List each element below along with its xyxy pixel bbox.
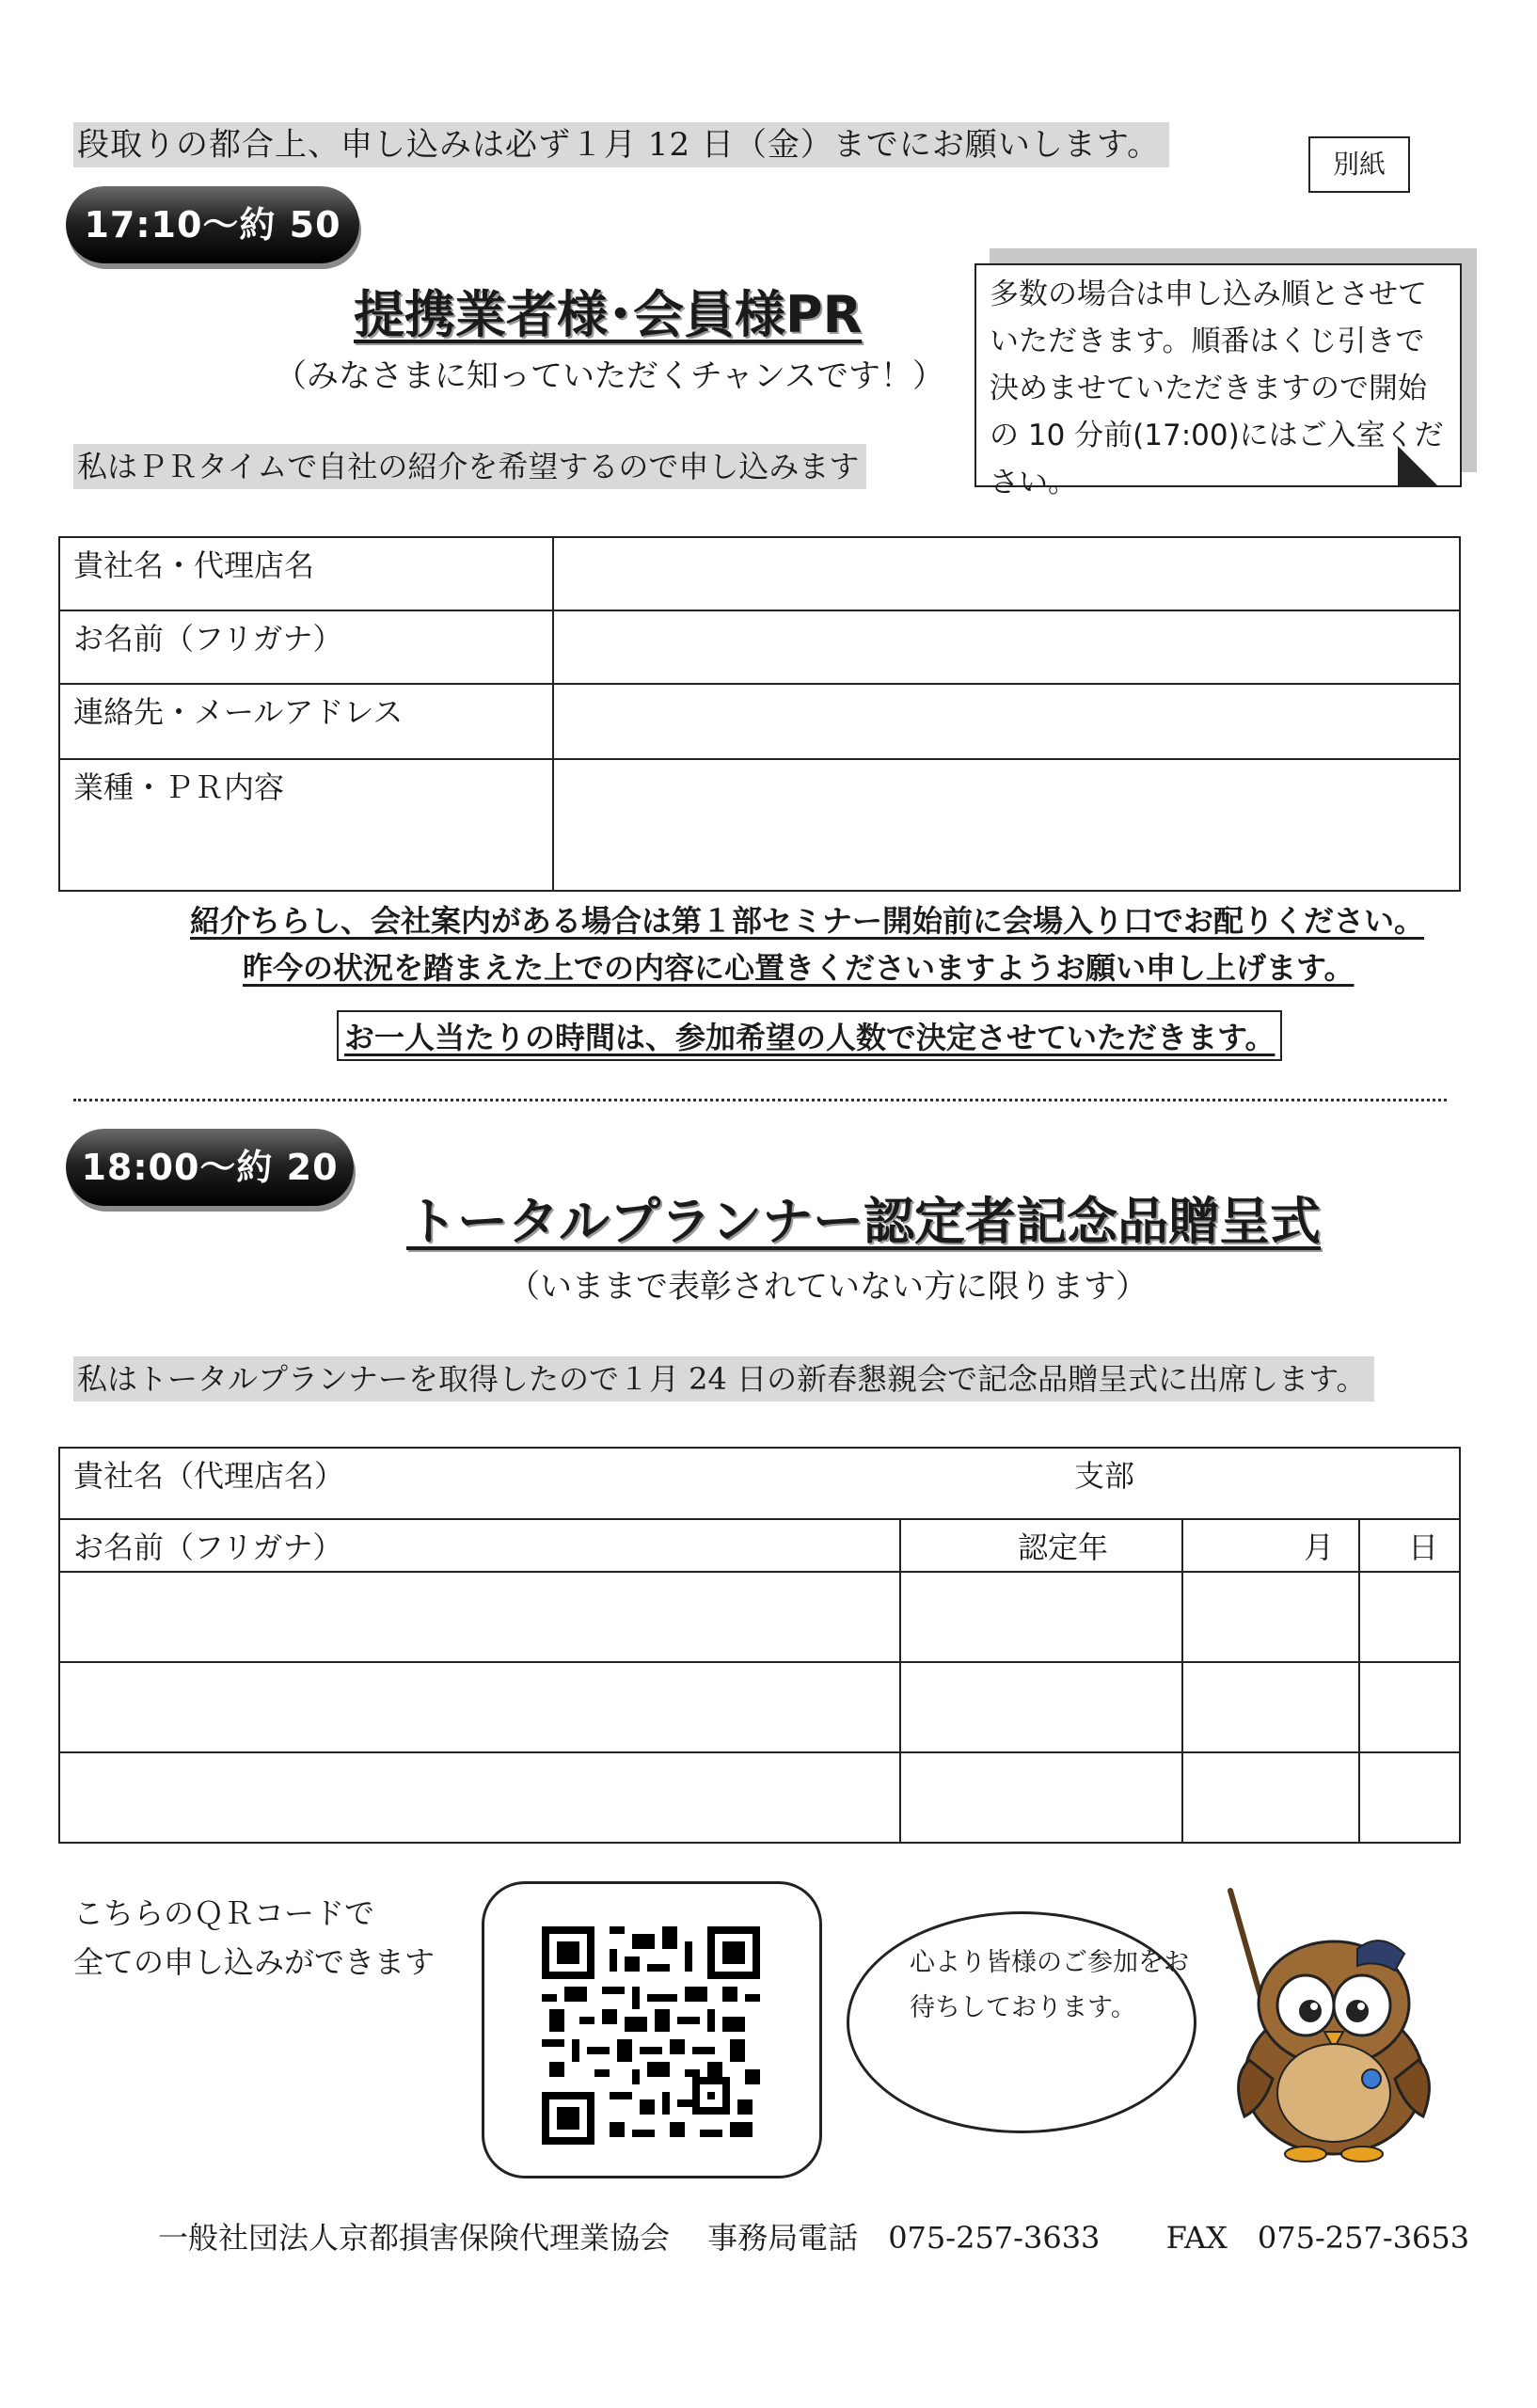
time-allocation-notice: お一人当たりの時間は、参加希望の人数で決定させていただきます。 bbox=[337, 1010, 1282, 1061]
award-application-form bbox=[58, 1447, 1461, 1844]
year-header: 認定年 bbox=[900, 1519, 1182, 1572]
month-cell[interactable] bbox=[1182, 1752, 1359, 1843]
day-header: 日 bbox=[1359, 1519, 1460, 1572]
footer bbox=[158, 2214, 1497, 2258]
section1-title: 提携業者様･会員様PR bbox=[354, 285, 863, 344]
section2-apply-statement: 私はトータルプランナーを取得したので１月 24 日の新春懇親会で記念品贈呈式に出席します。 bbox=[73, 1356, 1374, 1402]
year-cell[interactable] bbox=[900, 1662, 1182, 1752]
name-field[interactable] bbox=[553, 610, 1460, 684]
footer-fax: FAX 075-257-3653 bbox=[1165, 2220, 1470, 2256]
section2-title: トータルプランナー認定者記念品贈呈式 bbox=[406, 1192, 1321, 1251]
contact-field[interactable] bbox=[553, 684, 1460, 759]
content-notice: 昨今の状況を踏まえた上での内容に心置きくださいますようお願い申し上げます。 bbox=[243, 950, 1355, 986]
month-cell[interactable] bbox=[1182, 1572, 1359, 1662]
qr-instruction bbox=[73, 1889, 435, 1987]
dotted-divider bbox=[73, 1099, 1447, 1101]
speech-bubble: 心より皆様のご参加をお待ちしております。 bbox=[847, 1911, 1196, 2133]
section1-apply-statement: 私はＰＲタイムで自社の紹介を希望するので申し込みます bbox=[73, 444, 866, 489]
name-cell[interactable] bbox=[59, 1662, 900, 1752]
name-cell[interactable] bbox=[59, 1752, 900, 1843]
deadline-notice: 段取りの都合上、申し込みは必ず１月 12 日（金）までにお願いします。 bbox=[73, 122, 1169, 167]
page-fold-icon bbox=[1398, 446, 1439, 487]
industry-field[interactable] bbox=[553, 759, 1460, 891]
qr-instruction-line2: 全ての申し込みができます bbox=[73, 1944, 436, 1980]
company-label: 貴社名（代理店名） bbox=[73, 1458, 345, 1494]
footer-phone: 事務局電話 075-257-3633 bbox=[707, 2220, 1101, 2256]
name-header: お名前（フリガナ） bbox=[59, 1519, 900, 1572]
contact-label: 連絡先・メールアドレス bbox=[59, 684, 553, 759]
company-field[interactable] bbox=[553, 537, 1460, 610]
owl-mascot-icon bbox=[1193, 1881, 1441, 2163]
footer-organization: 一般社団法人京都損害保険代理業協会 bbox=[158, 2220, 671, 2256]
section2-time-badge: 18:00～約 20 分 bbox=[66, 1129, 354, 1206]
company-label: 貴社名・代理店名 bbox=[59, 537, 553, 610]
year-cell[interactable] bbox=[900, 1572, 1182, 1662]
name-cell[interactable] bbox=[59, 1572, 900, 1662]
flyer-notice: 紹介ちらし、会社案内がある場合は第１部セミナー開始前に会場入り口でお配りください。 bbox=[190, 903, 1425, 939]
section1-subtitle: （みなさまに知っていただくチャンスです！） bbox=[275, 357, 944, 395]
year-cell[interactable] bbox=[900, 1752, 1182, 1843]
notice-box: 多数の場合は申し込み順とさせていただきます。順番はくじ引きで決めませていただきますので開始の 10 分前(17:00)にはご入室ください。 bbox=[974, 263, 1462, 487]
section1-time-badge: 17:10～約 50 分 bbox=[66, 186, 359, 263]
day-cell[interactable] bbox=[1359, 1752, 1460, 1843]
qr-code-icon[interactable] bbox=[542, 1926, 760, 2145]
day-cell[interactable] bbox=[1359, 1572, 1460, 1662]
branch-label: 支部 bbox=[1074, 1458, 1135, 1494]
day-cell[interactable] bbox=[1359, 1662, 1460, 1752]
qr-instruction-line1: こちらのＱＲコードで bbox=[73, 1895, 375, 1931]
section2-subtitle: （いままで表彰されていない方に限ります） bbox=[508, 1268, 1148, 1306]
attachment-label: 別紙 bbox=[1308, 136, 1410, 193]
pr-application-form bbox=[58, 536, 1461, 892]
company-row[interactable] bbox=[59, 1448, 1460, 1519]
industry-label: 業種・ＰＲ内容 bbox=[59, 759, 553, 891]
month-cell[interactable] bbox=[1182, 1662, 1359, 1752]
month-header: 月 bbox=[1182, 1519, 1359, 1572]
name-label: お名前（フリガナ） bbox=[59, 610, 553, 684]
